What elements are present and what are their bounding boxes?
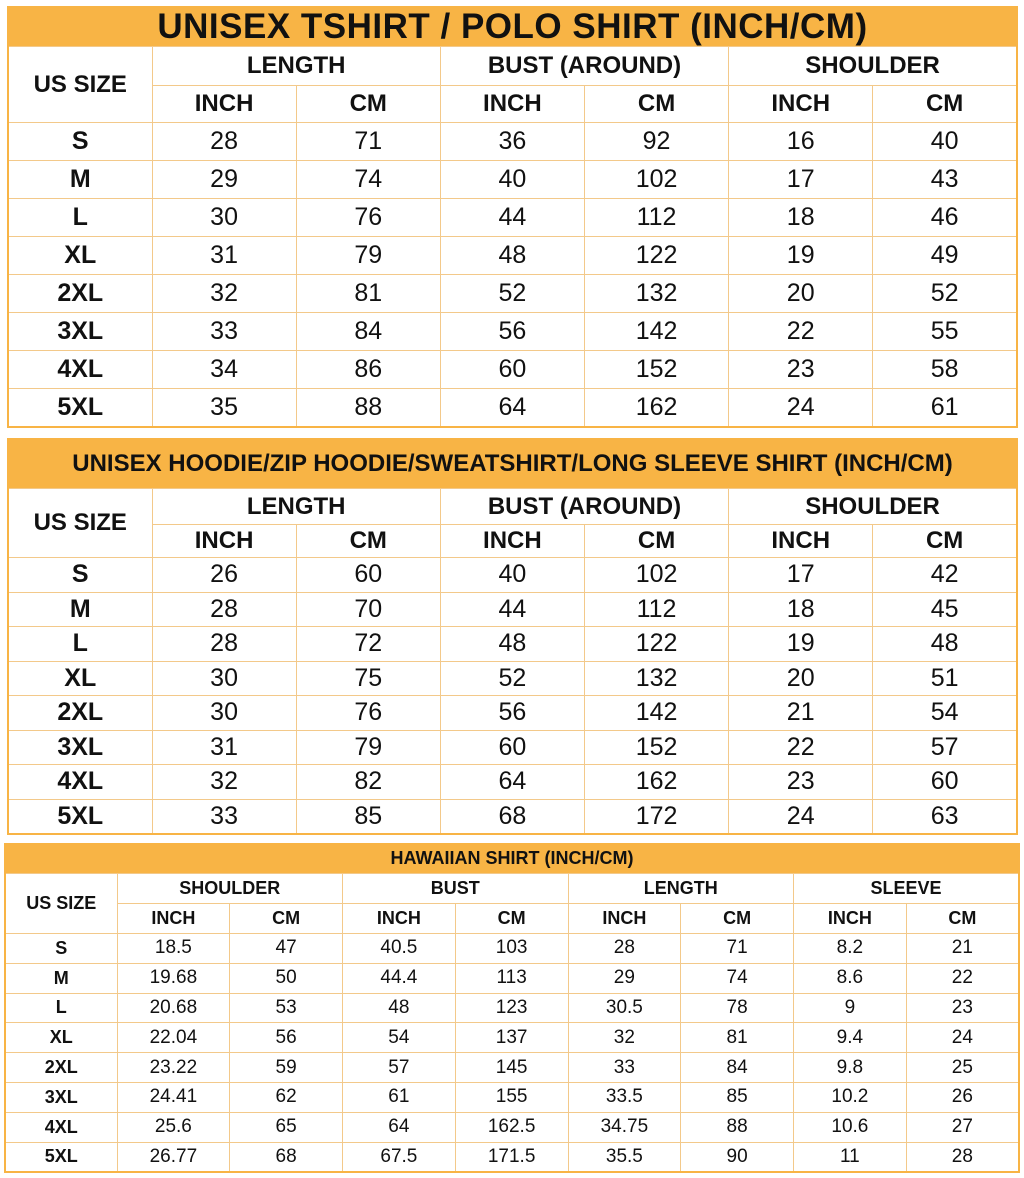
hoodie-measurement-cell: 162 bbox=[584, 765, 728, 800]
hoodie-shoulder-header: SHOULDER bbox=[729, 489, 1017, 525]
hawaiian-measurement-cell: 26.77 bbox=[117, 1142, 230, 1172]
hoodie-unit-header: CM bbox=[296, 525, 440, 558]
tshirt-size-cell: 5XL bbox=[8, 389, 152, 427]
hawaiian-chart-title: HAWAIIAN SHIRT (INCH/CM) bbox=[4, 843, 1020, 873]
hawaiian-measurement-cell: 10.6 bbox=[794, 1112, 907, 1142]
tshirt-measurement-cell: 31 bbox=[152, 237, 296, 275]
tshirt-unit-header: CM bbox=[296, 86, 440, 123]
hoodie-size-cell: S bbox=[8, 558, 152, 593]
hawaiian-measurement-cell: 48 bbox=[343, 993, 456, 1023]
hawaiian-measurement-cell: 19.68 bbox=[117, 963, 230, 993]
hawaiian-measurement-cell: 84 bbox=[681, 1053, 794, 1083]
hawaiian-measurement-cell: 24.41 bbox=[117, 1082, 230, 1112]
hoodie-measurement-cell: 68 bbox=[440, 799, 584, 834]
tshirt-size-table bbox=[7, 46, 1018, 428]
hawaiian-length-header: LENGTH bbox=[568, 874, 794, 904]
hawaiian-unit-header-row bbox=[5, 904, 1019, 934]
hawaiian-measurement-cell: 22 bbox=[906, 963, 1019, 993]
hoodie-measurement-cell: 152 bbox=[584, 730, 728, 765]
hawaiian-measurement-cell: 23.22 bbox=[117, 1053, 230, 1083]
hawaiian-measurement-cell: 85 bbox=[681, 1082, 794, 1112]
tshirt-measurement-cell: 112 bbox=[584, 199, 728, 237]
hoodie-measurement-cell: 33 bbox=[152, 799, 296, 834]
hoodie-table-row bbox=[8, 765, 1017, 800]
hawaiian-measurement-cell: 22.04 bbox=[117, 1023, 230, 1053]
tshirt-measurement-cell: 132 bbox=[584, 275, 728, 313]
hoodie-measurement-cell: 60 bbox=[440, 730, 584, 765]
hawaiian-measurement-cell: 33.5 bbox=[568, 1082, 681, 1112]
hawaiian-measurement-cell: 90 bbox=[681, 1142, 794, 1172]
hawaiian-measurement-cell: 9 bbox=[794, 993, 907, 1023]
hawaiian-measurement-cell: 56 bbox=[230, 1023, 343, 1053]
tshirt-measurement-cell: 16 bbox=[729, 123, 873, 161]
tshirt-measurement-cell: 44 bbox=[440, 199, 584, 237]
hawaiian-measurement-cell: 65 bbox=[230, 1112, 343, 1142]
tshirt-chart-title: UNISEX TSHIRT / POLO SHIRT (INCH/CM) bbox=[7, 6, 1018, 46]
hoodie-measurement-cell: 18 bbox=[729, 592, 873, 627]
hawaiian-size-cell: 2XL bbox=[5, 1053, 117, 1083]
tshirt-measurement-cell: 56 bbox=[440, 313, 584, 351]
hawaiian-size-cell: 5XL bbox=[5, 1142, 117, 1172]
hawaiian-measurement-cell: 18.5 bbox=[117, 934, 230, 964]
hoodie-size-cell: L bbox=[8, 627, 152, 662]
hawaiian-measurement-cell: 155 bbox=[455, 1082, 568, 1112]
tshirt-measurement-cell: 71 bbox=[296, 123, 440, 161]
tshirt-size-chart bbox=[7, 6, 1018, 428]
hoodie-unit-header: INCH bbox=[440, 525, 584, 558]
hoodie-table-row bbox=[8, 661, 1017, 696]
hoodie-measurement-cell: 122 bbox=[584, 627, 728, 662]
hawaiian-size-cell: XL bbox=[5, 1023, 117, 1053]
hawaiian-size-cell: M bbox=[5, 963, 117, 993]
tshirt-unit-header: CM bbox=[873, 86, 1017, 123]
hawaiian-measurement-cell: 35.5 bbox=[568, 1142, 681, 1172]
tshirt-table-row bbox=[8, 199, 1017, 237]
tshirt-table-row bbox=[8, 275, 1017, 313]
hoodie-measurement-cell: 32 bbox=[152, 765, 296, 800]
hoodie-measurement-cell: 52 bbox=[440, 661, 584, 696]
hawaiian-measurement-cell: 62 bbox=[230, 1082, 343, 1112]
hawaiian-measurement-cell: 9.8 bbox=[794, 1053, 907, 1083]
hawaiian-size-chart bbox=[4, 843, 1020, 1173]
hoodie-measurement-cell: 42 bbox=[873, 558, 1017, 593]
hawaiian-unit-header: CM bbox=[455, 904, 568, 934]
tshirt-measurement-cell: 48 bbox=[440, 237, 584, 275]
hawaiian-measurement-cell: 74 bbox=[681, 963, 794, 993]
tshirt-measurement-cell: 92 bbox=[584, 123, 728, 161]
hawaiian-table-row bbox=[5, 1082, 1019, 1112]
tshirt-measurement-cell: 29 bbox=[152, 161, 296, 199]
tshirt-measurement-cell: 40 bbox=[440, 161, 584, 199]
tshirt-measurement-cell: 61 bbox=[873, 389, 1017, 427]
tshirt-measurement-cell: 18 bbox=[729, 199, 873, 237]
hoodie-measurement-cell: 40 bbox=[440, 558, 584, 593]
hoodie-length-header: LENGTH bbox=[152, 489, 440, 525]
tshirt-table-row bbox=[8, 237, 1017, 275]
tshirt-measurement-cell: 28 bbox=[152, 123, 296, 161]
tshirt-size-cell: XL bbox=[8, 237, 152, 275]
hoodie-measurement-cell: 63 bbox=[873, 799, 1017, 834]
hoodie-unit-header-row bbox=[8, 525, 1017, 558]
hoodie-measurement-cell: 102 bbox=[584, 558, 728, 593]
tshirt-measurement-cell: 52 bbox=[873, 275, 1017, 313]
hoodie-measurement-cell: 31 bbox=[152, 730, 296, 765]
hawaiian-sleeve-header: SLEEVE bbox=[794, 874, 1020, 904]
hawaiian-measurement-cell: 27 bbox=[906, 1112, 1019, 1142]
hoodie-unit-header: INCH bbox=[152, 525, 296, 558]
hawaiian-table-body bbox=[5, 934, 1019, 1172]
tshirt-measurement-cell: 60 bbox=[440, 351, 584, 389]
hawaiian-table-row bbox=[5, 993, 1019, 1023]
hoodie-measurement-cell: 64 bbox=[440, 765, 584, 800]
hawaiian-measurement-cell: 78 bbox=[681, 993, 794, 1023]
hawaiian-measurement-cell: 88 bbox=[681, 1112, 794, 1142]
hoodie-measurement-cell: 75 bbox=[296, 661, 440, 696]
hoodie-measurement-cell: 45 bbox=[873, 592, 1017, 627]
tshirt-measurement-cell: 74 bbox=[296, 161, 440, 199]
hawaiian-unit-header: INCH bbox=[568, 904, 681, 934]
hawaiian-measurement-cell: 171.5 bbox=[455, 1142, 568, 1172]
tshirt-unit-header: CM bbox=[584, 86, 728, 123]
hawaiian-measurement-cell: 145 bbox=[455, 1053, 568, 1083]
hawaiian-measurement-cell: 113 bbox=[455, 963, 568, 993]
hoodie-bust-header: BUST (AROUND) bbox=[440, 489, 728, 525]
hoodie-measurement-cell: 48 bbox=[873, 627, 1017, 662]
tshirt-measurement-cell: 34 bbox=[152, 351, 296, 389]
hoodie-measurement-cell: 48 bbox=[440, 627, 584, 662]
hoodie-measurement-cell: 60 bbox=[296, 558, 440, 593]
tshirt-size-cell: 2XL bbox=[8, 275, 152, 313]
hawaiian-measurement-cell: 64 bbox=[343, 1112, 456, 1142]
hawaiian-table-row bbox=[5, 934, 1019, 964]
tshirt-measurement-cell: 81 bbox=[296, 275, 440, 313]
hoodie-us-size-header: US SIZE bbox=[8, 489, 152, 558]
tshirt-measurement-cell: 55 bbox=[873, 313, 1017, 351]
tshirt-measurement-cell: 35 bbox=[152, 389, 296, 427]
tshirt-measurement-cell: 33 bbox=[152, 313, 296, 351]
tshirt-size-cell: S bbox=[8, 123, 152, 161]
tshirt-measurement-cell: 52 bbox=[440, 275, 584, 313]
tshirt-measurement-cell: 142 bbox=[584, 313, 728, 351]
hawaiian-unit-header: CM bbox=[906, 904, 1019, 934]
tshirt-measurement-cell: 19 bbox=[729, 237, 873, 275]
tshirt-table-row bbox=[8, 123, 1017, 161]
tshirt-unit-header-row bbox=[8, 86, 1017, 123]
hawaiian-measurement-cell: 26 bbox=[906, 1082, 1019, 1112]
hoodie-measurement-cell: 57 bbox=[873, 730, 1017, 765]
hawaiian-size-cell: 3XL bbox=[5, 1082, 117, 1112]
hoodie-chart-title: UNISEX HOODIE/ZIP HOODIE/SWEATSHIRT/LONG SLEEVE SHIRT (INCH/CM) bbox=[7, 438, 1018, 488]
tshirt-shoulder-header: SHOULDER bbox=[729, 47, 1017, 86]
hawaiian-shoulder-header: SHOULDER bbox=[117, 874, 343, 904]
hawaiian-measurement-cell: 47 bbox=[230, 934, 343, 964]
hawaiian-group-header-row bbox=[5, 874, 1019, 904]
tshirt-measurement-cell: 122 bbox=[584, 237, 728, 275]
hoodie-measurement-cell: 20 bbox=[729, 661, 873, 696]
hawaiian-measurement-cell: 21 bbox=[906, 934, 1019, 964]
hawaiian-unit-header: INCH bbox=[794, 904, 907, 934]
tshirt-table-row bbox=[8, 351, 1017, 389]
hoodie-measurement-cell: 85 bbox=[296, 799, 440, 834]
tshirt-unit-header: INCH bbox=[729, 86, 873, 123]
hoodie-measurement-cell: 82 bbox=[296, 765, 440, 800]
tshirt-measurement-cell: 84 bbox=[296, 313, 440, 351]
hoodie-size-cell: XL bbox=[8, 661, 152, 696]
hawaiian-unit-header: INCH bbox=[343, 904, 456, 934]
tshirt-measurement-cell: 30 bbox=[152, 199, 296, 237]
hoodie-size-chart bbox=[7, 438, 1018, 835]
tshirt-table-row bbox=[8, 161, 1017, 199]
hawaiian-measurement-cell: 28 bbox=[568, 934, 681, 964]
hoodie-measurement-cell: 30 bbox=[152, 661, 296, 696]
hawaiian-us-size-header: US SIZE bbox=[5, 874, 117, 934]
hawaiian-size-cell: 4XL bbox=[5, 1112, 117, 1142]
hoodie-measurement-cell: 54 bbox=[873, 696, 1017, 731]
hawaiian-measurement-cell: 30.5 bbox=[568, 993, 681, 1023]
hoodie-measurement-cell: 17 bbox=[729, 558, 873, 593]
tshirt-us-size-header: US SIZE bbox=[8, 47, 152, 123]
hawaiian-table-row bbox=[5, 1112, 1019, 1142]
hoodie-table-row bbox=[8, 627, 1017, 662]
hoodie-measurement-cell: 51 bbox=[873, 661, 1017, 696]
tshirt-measurement-cell: 20 bbox=[729, 275, 873, 313]
tshirt-size-cell: L bbox=[8, 199, 152, 237]
tshirt-group-header-row bbox=[8, 47, 1017, 86]
hawaiian-table-row bbox=[5, 1142, 1019, 1172]
hoodie-measurement-cell: 112 bbox=[584, 592, 728, 627]
hawaiian-measurement-cell: 8.6 bbox=[794, 963, 907, 993]
hoodie-unit-header: CM bbox=[584, 525, 728, 558]
hawaiian-measurement-cell: 34.75 bbox=[568, 1112, 681, 1142]
hoodie-measurement-cell: 24 bbox=[729, 799, 873, 834]
hawaiian-measurement-cell: 123 bbox=[455, 993, 568, 1023]
hawaiian-measurement-cell: 68 bbox=[230, 1142, 343, 1172]
hawaiian-size-table bbox=[4, 873, 1020, 1173]
hoodie-size-cell: 2XL bbox=[8, 696, 152, 731]
tshirt-measurement-cell: 49 bbox=[873, 237, 1017, 275]
tshirt-measurement-cell: 76 bbox=[296, 199, 440, 237]
hawaiian-measurement-cell: 32 bbox=[568, 1023, 681, 1053]
hoodie-size-cell: 3XL bbox=[8, 730, 152, 765]
hoodie-measurement-cell: 72 bbox=[296, 627, 440, 662]
hoodie-group-header-row bbox=[8, 489, 1017, 525]
hawaiian-measurement-cell: 11 bbox=[794, 1142, 907, 1172]
hawaiian-measurement-cell: 53 bbox=[230, 993, 343, 1023]
tshirt-measurement-cell: 64 bbox=[440, 389, 584, 427]
hoodie-measurement-cell: 28 bbox=[152, 627, 296, 662]
hoodie-measurement-cell: 70 bbox=[296, 592, 440, 627]
tshirt-measurement-cell: 46 bbox=[873, 199, 1017, 237]
hawaiian-measurement-cell: 8.2 bbox=[794, 934, 907, 964]
hoodie-measurement-cell: 172 bbox=[584, 799, 728, 834]
tshirt-size-cell: M bbox=[8, 161, 152, 199]
hawaiian-unit-header: INCH bbox=[117, 904, 230, 934]
tshirt-measurement-cell: 152 bbox=[584, 351, 728, 389]
hawaiian-measurement-cell: 33 bbox=[568, 1053, 681, 1083]
hoodie-measurement-cell: 76 bbox=[296, 696, 440, 731]
hawaiian-measurement-cell: 28 bbox=[906, 1142, 1019, 1172]
hawaiian-measurement-cell: 23 bbox=[906, 993, 1019, 1023]
hoodie-measurement-cell: 56 bbox=[440, 696, 584, 731]
hawaiian-measurement-cell: 162.5 bbox=[455, 1112, 568, 1142]
hawaiian-measurement-cell: 57 bbox=[343, 1053, 456, 1083]
hawaiian-measurement-cell: 29 bbox=[568, 963, 681, 993]
hawaiian-bust-header: BUST bbox=[343, 874, 569, 904]
hawaiian-measurement-cell: 137 bbox=[455, 1023, 568, 1053]
hoodie-measurement-cell: 132 bbox=[584, 661, 728, 696]
hoodie-measurement-cell: 44 bbox=[440, 592, 584, 627]
hoodie-measurement-cell: 79 bbox=[296, 730, 440, 765]
hawaiian-size-cell: L bbox=[5, 993, 117, 1023]
hoodie-unit-header: CM bbox=[873, 525, 1017, 558]
hoodie-table-row bbox=[8, 558, 1017, 593]
hoodie-size-cell: 5XL bbox=[8, 799, 152, 834]
tshirt-length-header: LENGTH bbox=[152, 47, 440, 86]
hoodie-measurement-cell: 60 bbox=[873, 765, 1017, 800]
hoodie-measurement-cell: 26 bbox=[152, 558, 296, 593]
tshirt-bust-header: BUST (AROUND) bbox=[440, 47, 728, 86]
hawaiian-measurement-cell: 20.68 bbox=[117, 993, 230, 1023]
hoodie-size-table bbox=[7, 488, 1018, 835]
hawaiian-unit-header: CM bbox=[681, 904, 794, 934]
tshirt-measurement-cell: 86 bbox=[296, 351, 440, 389]
hawaiian-measurement-cell: 25.6 bbox=[117, 1112, 230, 1142]
tshirt-measurement-cell: 88 bbox=[296, 389, 440, 427]
hoodie-table-body bbox=[8, 558, 1017, 834]
hawaiian-table-row bbox=[5, 1053, 1019, 1083]
hawaiian-measurement-cell: 67.5 bbox=[343, 1142, 456, 1172]
hoodie-table-row bbox=[8, 730, 1017, 765]
tshirt-table-row bbox=[8, 389, 1017, 427]
hawaiian-measurement-cell: 59 bbox=[230, 1053, 343, 1083]
hoodie-table-row bbox=[8, 799, 1017, 834]
tshirt-measurement-cell: 32 bbox=[152, 275, 296, 313]
hawaiian-measurement-cell: 50 bbox=[230, 963, 343, 993]
tshirt-measurement-cell: 23 bbox=[729, 351, 873, 389]
hoodie-size-cell: 4XL bbox=[8, 765, 152, 800]
tshirt-measurement-cell: 36 bbox=[440, 123, 584, 161]
hawaiian-measurement-cell: 61 bbox=[343, 1082, 456, 1112]
hawaiian-measurement-cell: 10.2 bbox=[794, 1082, 907, 1112]
hoodie-table-row bbox=[8, 592, 1017, 627]
hawaiian-measurement-cell: 9.4 bbox=[794, 1023, 907, 1053]
hawaiian-measurement-cell: 25 bbox=[906, 1053, 1019, 1083]
hawaiian-table-row bbox=[5, 1023, 1019, 1053]
hawaiian-size-cell: S bbox=[5, 934, 117, 964]
tshirt-measurement-cell: 17 bbox=[729, 161, 873, 199]
hawaiian-measurement-cell: 71 bbox=[681, 934, 794, 964]
hawaiian-measurement-cell: 81 bbox=[681, 1023, 794, 1053]
tshirt-unit-header: INCH bbox=[440, 86, 584, 123]
hoodie-unit-header: INCH bbox=[729, 525, 873, 558]
hoodie-measurement-cell: 22 bbox=[729, 730, 873, 765]
tshirt-measurement-cell: 22 bbox=[729, 313, 873, 351]
hawaiian-measurement-cell: 54 bbox=[343, 1023, 456, 1053]
tshirt-measurement-cell: 79 bbox=[296, 237, 440, 275]
tshirt-size-cell: 4XL bbox=[8, 351, 152, 389]
tshirt-measurement-cell: 102 bbox=[584, 161, 728, 199]
hawaiian-measurement-cell: 24 bbox=[906, 1023, 1019, 1053]
tshirt-measurement-cell: 43 bbox=[873, 161, 1017, 199]
tshirt-measurement-cell: 58 bbox=[873, 351, 1017, 389]
hoodie-measurement-cell: 19 bbox=[729, 627, 873, 662]
hawaiian-unit-header: CM bbox=[230, 904, 343, 934]
hawaiian-measurement-cell: 44.4 bbox=[343, 963, 456, 993]
hoodie-measurement-cell: 30 bbox=[152, 696, 296, 731]
tshirt-measurement-cell: 24 bbox=[729, 389, 873, 427]
hoodie-measurement-cell: 23 bbox=[729, 765, 873, 800]
tshirt-size-cell: 3XL bbox=[8, 313, 152, 351]
tshirt-table-body bbox=[8, 123, 1017, 427]
hoodie-table-row bbox=[8, 696, 1017, 731]
hoodie-measurement-cell: 21 bbox=[729, 696, 873, 731]
tshirt-measurement-cell: 40 bbox=[873, 123, 1017, 161]
hawaiian-measurement-cell: 40.5 bbox=[343, 934, 456, 964]
hawaiian-table-row bbox=[5, 963, 1019, 993]
tshirt-unit-header: INCH bbox=[152, 86, 296, 123]
hoodie-measurement-cell: 142 bbox=[584, 696, 728, 731]
hoodie-size-cell: M bbox=[8, 592, 152, 627]
hawaiian-measurement-cell: 103 bbox=[455, 934, 568, 964]
hoodie-measurement-cell: 28 bbox=[152, 592, 296, 627]
tshirt-table-row bbox=[8, 313, 1017, 351]
tshirt-measurement-cell: 162 bbox=[584, 389, 728, 427]
